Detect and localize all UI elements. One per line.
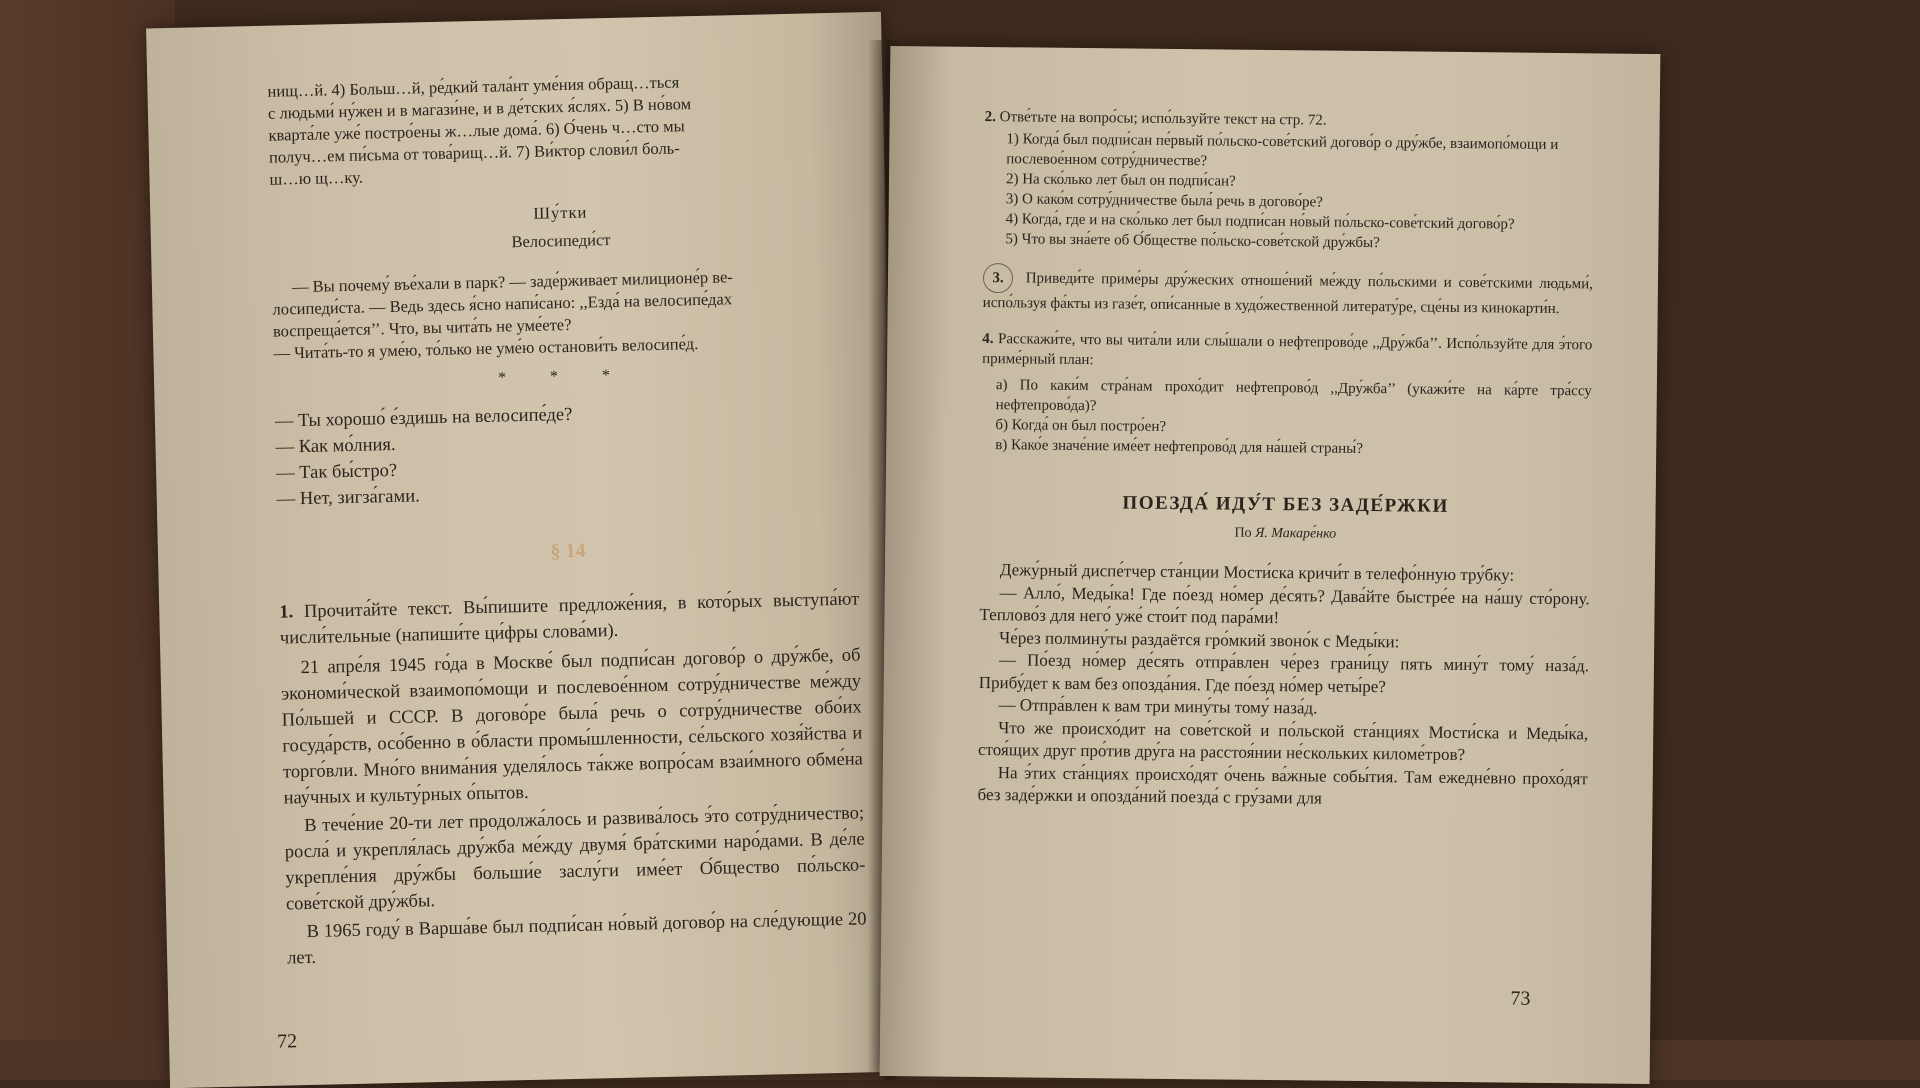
jokes-title: Шу́тки [533, 202, 588, 223]
intro-line: получ…ем пи́сьма от това́рищ…й. 7) Ви́ктор слови́л боль- [268, 138, 680, 167]
exercise1-paragraph: В 1965 году́ в Варша́ве был подпи́сан но́вый догово́р на сле́дующие 20 лет. [286, 909, 867, 969]
story-author: Я. Макаре́нко [1255, 525, 1337, 542]
exercise2-question: 4) Когда́, где и на ско́лько лет был подпи́сан но́вый по́льско-сове́тский догово́р? [1005, 211, 1515, 233]
exercise2-question: 5) Что вы зна́ете об О́бществе по́льско-сове́тской дру́жбы? [1005, 231, 1380, 252]
exercise4-instruction: Расскажи́те, что вы чита́ли или слы́шали о нефтепрово́де ,,Дру́жба’’. Испо́льзуйте для э́того приме́рный план: [982, 331, 1593, 369]
exercise1-number: 1. [279, 602, 294, 623]
exercise4-plan-item: б) Когда́ он был постро́ен? [995, 417, 1167, 435]
joke2-line: — Так бы́стро? [275, 460, 398, 484]
joke2-line: — Нет, зигза́гами. [276, 486, 420, 510]
left-page [146, 12, 905, 1088]
exercise4-number: 4. [982, 330, 994, 348]
exercise1-paragraph: В тече́ние 20-ти лет продолжа́лось и развива́лось э́то сотру́дничество; росла́ и укрепля́лась дру́жба ме́жду двумя́ бра́тскими наро́дами. В де́ле укрепле́ния дру́жбы больши́е заслу́ги име́ет О́бщество по́льско-сове́тской дру́жбы. [284, 803, 866, 915]
exercise4-plan-item: в) Како́е значе́ние име́ет нефтепрово́д для на́шей страны́? [995, 437, 1364, 457]
exercise2-question: 1) Когда́ был подпи́сан пе́рвый по́льско-сове́тский догово́р о дру́жбе, взаимопо́мощи и послевое́нном сотру́дничестве? [1006, 131, 1559, 170]
joke1-line: — Вы почему́ въе́хали в парк? — заде́рживает милиционе́р ве- [291, 267, 734, 297]
stars-divider: * * * [497, 366, 631, 387]
exercise2-question: 2) На ско́лько лет был он подпи́сан? [1005, 171, 1236, 190]
exercise3 [983, 263, 1593, 319]
joke2-text [275, 395, 857, 512]
exercise3-number: 3. [983, 263, 1013, 293]
joke2-line: — Как мо́лния. [275, 434, 396, 458]
story-paragraph: — По́езд но́мер де́сять отпра́влен че́рез грани́цу пять мину́т тому́ наза́д. Прибу́дет к вам без опозда́ния. Где по́езд но́мер четы́ре? [978, 650, 1590, 696]
page-number-left: 72 [276, 1030, 298, 1053]
story-text [977, 559, 1590, 813]
exercise2-instruction: Отве́тьте на вопро́сы; испо́льзуйте текст на стр. 72. [999, 109, 1327, 129]
section-mark: § 14 [550, 539, 586, 563]
joke2-line: — Ты хорошо́ е́здишь на велосипе́де? [274, 404, 573, 432]
page-number-right: 73 [1510, 987, 1531, 1010]
story-paragraph: На э́тих ста́нциях происхо́дят о́чень ва́жные собы́тия. Там ежедне́вно прохо́дят без заде́ржки и опозда́ний поезда́ с гру́зами для [977, 762, 1588, 808]
left-page-content [267, 68, 867, 972]
joke1-line: лосипеди́ста. — Ведь здесь я́сно напи́сано: ,,Езда́ на велосипе́дах [272, 289, 733, 319]
exercise2-question: 3) О како́м сотру́дничестве была́ речь в догово́ре? [1005, 191, 1323, 211]
story-paragraph: Что же происхо́дит на сове́тской и по́льской ста́нциях Мости́ска и Меды́ка, стоя́щих друг про́тив дру́га на расстоя́нии не́скольких киломе́тров? [977, 717, 1589, 765]
story-title: ПОЕЗДА́ ИДУ́Т БЕЗ ЗАДЕ́РЖКИ [1122, 492, 1449, 517]
joke1-line: — Чита́ть-то я уме́ю, то́лько не уме́ю останови́ть велосипе́д. [273, 334, 699, 363]
exercise3-instruction: Приведи́те приме́ры дру́жеских отноше́ний ме́жду по́льскими и сове́тскими людьми́, испо́льзуя фа́кты из газе́т, опи́санные в худо́жественной литерату́ре, сце́ны из кинокарти́н. [982, 270, 1594, 318]
right-page-content [977, 107, 1594, 813]
story-paragraph: Дежу́рный диспе́тчер ста́нции Мости́ска кричи́т в телефо́нную тру́бку: [999, 560, 1515, 585]
intro-exercise [267, 68, 849, 191]
story-paragraph: Че́рез полмину́ты раздаётся гро́мкий звоно́к с Меды́ки: [999, 627, 1400, 651]
exercise4-plan-item: а) По каки́м стра́нам прохо́дит нефтепрово́д ,,Дру́жба’’ (укажи́те на ка́рте тра́ссу нефтепрово́да)? [995, 377, 1592, 415]
story-paragraph: — Отпра́влен к вам три мину́ты тому́ наза́д. [998, 695, 1318, 718]
exercise2 [983, 107, 1594, 255]
intro-line: с людьми́ ну́жен и в магази́не, и в де́тских я́слях. 5) В но́вом [267, 94, 692, 123]
exercise1-instruction: Прочита́йте текст. Вы́пишите предложе́ния, в кото́рых выступа́ют числи́тельные (напиши́те ци́фры слова́ми). [279, 589, 860, 649]
intro-line: нищ…й. 4) Больш…й, ре́дкий тала́нт уме́ния обращ…ться [267, 72, 680, 101]
joke1-text [272, 264, 854, 365]
exercise4 [981, 329, 1592, 461]
story-author-prefix: По [1234, 525, 1252, 541]
exercise2-number: 2. [984, 108, 997, 126]
intro-line: кварта́ле уже́ постро́ены ж…лые дома́. 6) О́чень ч…сто мы [268, 116, 685, 145]
exercise1-paragraph: 21 апре́ля 1945 го́да в Москве́ был подпи́сан догово́р о дру́жбе, об экономи́ческой взаимопо́мощи и послевое́нном сотру́дничестве ме́жду По́льшей и СССР. В догово́ре была́ речь о сотру́дничестве обо́их госуда́рств, осо́бенно в о́бласти промы́шленности, се́льского хозя́йства и торго́вли. Мно́го внима́ния уделя́лось та́кже вопро́сам взаи́много обме́на нау́чных и культу́рных о́пытов. [280, 645, 864, 809]
story-paragraph: — Алло́, Меды́ка! Где по́езд но́мер де́сять? Дава́йте быстре́е на на́шу сто́рону. Теплово́з для него́ уже́ стои́т под пара́ми! [979, 582, 1590, 628]
story-author-line [980, 523, 1590, 545]
intro-line: ш…ю щ…ку. [269, 167, 364, 189]
joke1-line: воспреща́ется’’. Что, вы чита́ть не уме́ете? [272, 314, 572, 341]
joke1-title: Велосипеди́ст [511, 229, 611, 252]
exercise1 [279, 586, 867, 971]
right-page [880, 46, 1661, 1084]
